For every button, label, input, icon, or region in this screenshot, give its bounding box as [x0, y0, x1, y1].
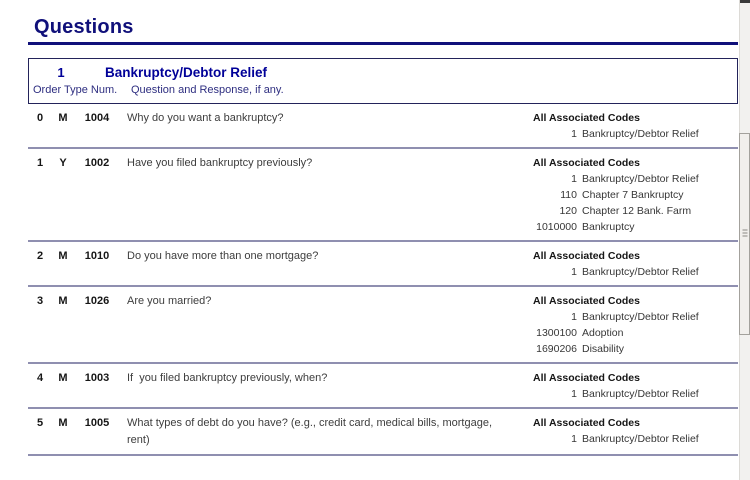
question-row: [28, 149, 738, 242]
associated-codes: [530, 155, 738, 235]
code-label: Bankruptcy/Debtor Relief: [582, 311, 699, 323]
code-label: Bankruptcy/Debtor Relief: [582, 173, 699, 185]
question-row: [28, 242, 738, 287]
code-label: Chapter 12 Bank. Farm: [582, 205, 692, 217]
question-text: Do you have more than one mortgage?: [127, 250, 319, 262]
order-value: 4: [36, 372, 44, 384]
vertical-scrollbar[interactable]: [739, 0, 750, 480]
column-header-order-type-num: Order Type Num.: [33, 84, 118, 96]
code-number: 1300100: [536, 327, 577, 339]
question-text: If you filed bankruptcy previously, when?: [127, 372, 328, 384]
associated-codes: [530, 248, 738, 280]
code-number: 1: [571, 433, 577, 445]
associated-codes: [530, 415, 738, 449]
code-label: Bankruptcy/Debtor Relief: [582, 128, 699, 140]
question-number: 1026: [84, 295, 110, 307]
code-number: 1: [571, 266, 577, 278]
report-content: [28, 0, 738, 456]
question-row: [28, 287, 738, 364]
question-row: [28, 409, 738, 456]
question-text: Have you filed bankruptcy previously?: [127, 157, 313, 169]
associated-codes: [530, 370, 738, 402]
code-number: 110: [560, 189, 577, 201]
associated-codes-header: All Associated Codes: [533, 417, 640, 429]
type-value: M: [58, 250, 68, 262]
question-number: 1004: [84, 112, 110, 124]
code-number: 120: [559, 205, 577, 217]
section-number: 1: [57, 65, 65, 80]
code-label: Bankruptcy/Debtor Relief: [582, 266, 699, 278]
question-number: 1002: [84, 157, 110, 169]
type-value: M: [58, 112, 68, 124]
code-number: 1010000: [536, 221, 577, 233]
associated-codes-header: All Associated Codes: [533, 295, 640, 307]
question-number: 1005: [84, 417, 110, 429]
page-title: Questions: [34, 16, 134, 38]
column-headers: [29, 82, 737, 103]
section-title: Bankruptcy/Debtor Relief: [105, 65, 268, 80]
code-entry: [532, 325, 738, 341]
code-label: Adoption: [582, 327, 624, 339]
order-value: 3: [36, 295, 44, 307]
type-value: Y: [59, 157, 67, 169]
section-header-box: [28, 58, 738, 104]
section-header: [29, 59, 737, 82]
order-value: 5: [36, 417, 44, 429]
code-label: Bankruptcy/Debtor Relief: [582, 388, 699, 400]
code-entry: [532, 203, 738, 219]
title-underline: [28, 42, 738, 45]
column-header-question: Question and Response, if any.: [131, 84, 284, 96]
rows: [28, 104, 738, 456]
code-entry: [532, 126, 738, 142]
type-value: M: [58, 417, 68, 429]
code-entry: [532, 431, 738, 447]
code-entry: [532, 264, 738, 280]
code-entry: [532, 386, 738, 402]
question-text: Are you married?: [127, 295, 212, 307]
code-entry: [532, 187, 738, 203]
scrollbar-grip-icon: [742, 230, 747, 239]
code-entry: [532, 171, 738, 187]
question-number: 1010: [84, 250, 110, 262]
question-text: Why do you want a bankruptcy?: [127, 112, 284, 124]
code-number: 1: [571, 388, 577, 400]
associated-codes: [530, 293, 738, 357]
code-number: 1: [571, 128, 577, 140]
question-text: What types of debt do you have? (e.g., credit card, medical bills, mortgage, rent): [127, 417, 496, 446]
type-value: M: [58, 372, 68, 384]
code-entry: [532, 341, 738, 357]
question-number: 1003: [84, 372, 110, 384]
question-row: [28, 104, 738, 149]
scrollbar-top-button-edge[interactable]: [740, 0, 750, 3]
code-label: Bankruptcy/Debtor Relief: [582, 433, 699, 445]
associated-codes-header: All Associated Codes: [533, 157, 640, 169]
type-value: M: [58, 295, 68, 307]
code-entry: [532, 309, 738, 325]
order-value: 2: [36, 250, 44, 262]
associated-codes-header: All Associated Codes: [533, 112, 640, 124]
associated-codes-header: All Associated Codes: [533, 372, 640, 384]
code-label: Chapter 7 Bankruptcy: [582, 189, 684, 201]
code-number: 1: [571, 173, 577, 185]
question-row: [28, 364, 738, 409]
code-number: 1: [571, 311, 577, 323]
code-entry: [532, 219, 738, 235]
scrollbar-thumb[interactable]: [739, 133, 750, 335]
code-label: Bankruptcy: [582, 221, 635, 233]
associated-codes: [530, 110, 738, 142]
order-value: 1: [36, 157, 44, 169]
code-number: 1690206: [536, 343, 577, 355]
order-value: 0: [36, 112, 44, 124]
code-label: Disability: [582, 343, 625, 355]
associated-codes-header: All Associated Codes: [533, 250, 640, 262]
